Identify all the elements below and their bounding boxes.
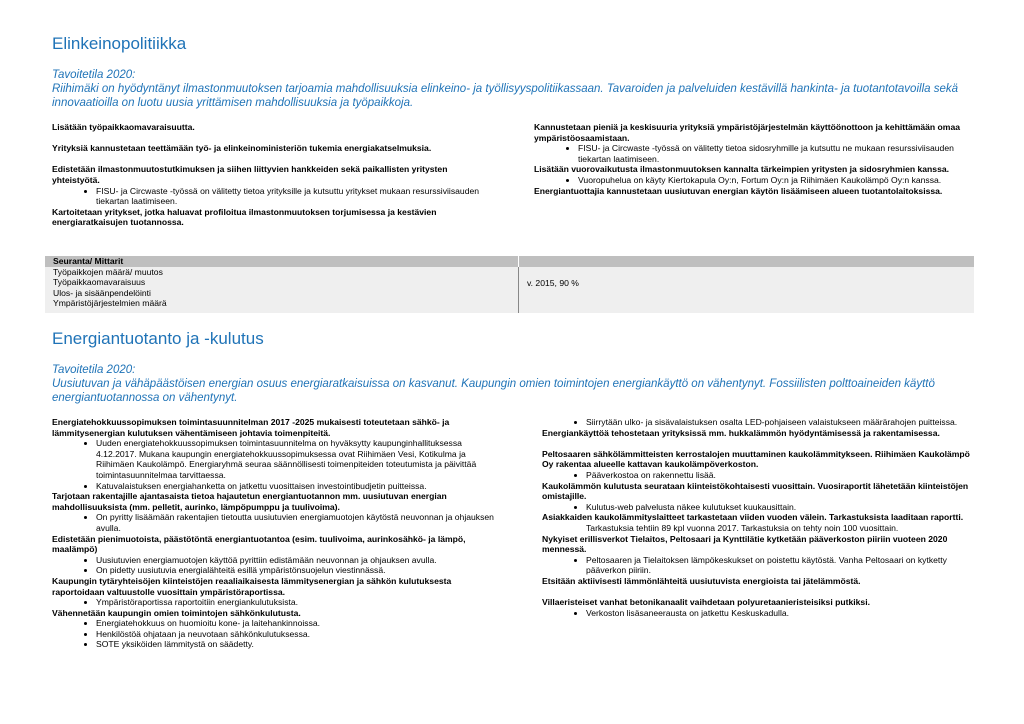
list-item: • Henkilöstöä ohjataan ja neuvotaan sähkönkulutuksessa. bbox=[96, 629, 498, 640]
action-list bbox=[534, 175, 970, 186]
actions-right-column bbox=[542, 417, 978, 618]
note-text: Tarkastuksia tehtiin 89 kpl vuonna 2017. Tarkastuksia on tehty noin 100 vuosittain. bbox=[586, 522, 899, 533]
list-item: • Ympäristöraportissa raportoitiin energiankulutuksista. bbox=[96, 597, 498, 608]
actions-right-column bbox=[534, 122, 970, 196]
action-heading: Tarjotaan rakentajille ajantasaista tietoa hajautetun energiantuotannon mm. uusiutuvan energian mahdollisuuksista (mm. pelletit, aurinko, lämpöpumppu ja tuulivoima). bbox=[52, 491, 447, 512]
action-heading: Kartoitetaan yritykset, jotka haluavat profiloitua ilmastonmuutoksen torjumisessa ja kestävien energiaratkaisujen tuotannossa. bbox=[52, 206, 437, 228]
actions-left-column bbox=[52, 122, 492, 228]
list-item: • On pyritty lisäämään rakentajien tietoutta uusiutuvien energiamuotojen käytöstä neuvonnan ja ohjauksen avulla. bbox=[96, 512, 498, 533]
list-item: • Kulutus-web palvelusta näkee kulutukset kuukausittain. bbox=[586, 502, 978, 513]
action-heading: Energiantuottajia kannustetaan uusiutuvan energian käytön lisäämiseen alueen tuotantolaitoksissa. bbox=[534, 185, 943, 196]
action-list bbox=[534, 143, 970, 164]
list-item: • Verkoston lisäsaneerausta on jatkettu Keskuskadulla. bbox=[586, 608, 978, 619]
list-item: • Katuvalaistuksen energiahanketta on jatkettu vuosittaisen investointibudjetin puitteissa. bbox=[96, 481, 498, 492]
action-heading: Asiakkaiden kaukolämmityslaitteet tarkastetaan viiden vuoden välein. Tarkastuksista laaditaan raportti. bbox=[542, 512, 964, 523]
action-heading: Vähennetään kaupungin omien toimintojen sähkönkulutusta. bbox=[52, 607, 301, 618]
metrics-list bbox=[45, 267, 519, 313]
action-list bbox=[52, 555, 498, 576]
action-heading: Edistetään pienimuotoista, päästötöntä energiantuotantoa (esim. tuulivoima, aurinkosähkö- ja lämpö, maalämpö) bbox=[52, 533, 466, 555]
metrics-table bbox=[45, 256, 974, 313]
goal-text: Riihimäki on hyödyntänyt ilmastonmuutoksen tarjoamia mahdollisuuksia elinkeino- ja työllisyyspolitiikassaan. Tavaroiden ja palveluiden kestävillä hankinta- ja tuotantotavoilla sekä innovaatioilla on luotu uusia yrittämisen mahdollisuuksia ja työpaikkoja. bbox=[52, 83, 959, 109]
metric-item: Ympäristöjärjestelmien määrä bbox=[53, 298, 167, 309]
list-item: • FISU- ja Circwaste -työssä on välitetty tietoa sidosryhmille ja kutsuttu ne mukaan resurssiviisauden tiekartan laatimiseen. bbox=[578, 143, 970, 164]
list-item: • Uuden energiatehokkuussopimuksen toimintasuunnitelma on hyväksytty kaupunginhallituksessa 4.12.2017. Mukana kaupungin energiatehokkuussopimuksessa ovat Riihimäen Vesi, Kotikulma ja Riihimäen Kaukolämpö. Energiaryhmä seuraa säännöllisesti toimenpiteiden toteutumista ja päivittää toimintasuunnitelmaa tarvittaessa. bbox=[96, 438, 498, 480]
metric-item: Työpaikkaomavaraisuus bbox=[53, 277, 146, 288]
action-list bbox=[52, 438, 498, 491]
action-list bbox=[52, 597, 498, 608]
action-heading: Lisätään työpaikkaomavaraisuutta. bbox=[52, 122, 195, 132]
goal-label: Tavoitetila 2020: bbox=[52, 69, 136, 81]
goal-text: Uusiutuvan ja vähäpäästöisen energian osuus energiaratkaisuissa on kasvanut. Kaupungin omien toimintojen energiankäyttö on vähentynyt. Fossiilisten polttoaineiden käyttö energiantuotannossa on vähentynyt. bbox=[52, 378, 935, 404]
action-heading: Energiankäyttöä tehostetaan yrityksissä mm. hukkalämmön hyödyntämisessä ja rakentamisessa. bbox=[542, 427, 940, 438]
list-item: • Pääverkostoa on rakennettu lisää. bbox=[586, 470, 978, 481]
action-heading: Edistetään ilmastonmuutostutkimuksen ja siihen liittyvien hankkeiden sekä paikallisten yritysten yhteistyötä. bbox=[52, 164, 448, 185]
list-item: • Peltosaaren ja Tielaitoksen lämpökeskukset on poistettu käytöstä. Vanha Peltosaari on kytketty pääverkon piiriin. bbox=[586, 555, 978, 576]
action-list bbox=[52, 618, 498, 650]
action-list bbox=[542, 608, 978, 619]
action-list bbox=[52, 186, 492, 207]
metrics-body-row bbox=[45, 267, 974, 313]
list-item: • On pidetty uusiutuvia energialähteitä esillä ympäristönsuojelun viestinnässä. bbox=[96, 565, 498, 576]
list-item: • Uusiutuvien energiamuotojen käyttöä pyrittiin edistämään neuvonnan ja ohjauksen avulla. bbox=[96, 555, 498, 566]
list-item: • SOTE yksiköiden lämmitystä on säädetty. bbox=[96, 639, 498, 650]
goal-box bbox=[52, 363, 962, 405]
action-list bbox=[542, 555, 978, 576]
metrics-header-row bbox=[45, 256, 974, 267]
action-list bbox=[52, 512, 498, 533]
action-heading: Kaupungin tytäryhteisöjen kiinteistöjen reaaliaikaisesta lämmitysenergian ja sähkön kulutuksesta raportoidaan valtuustolle vuosittain ympäristöraportissa. bbox=[52, 575, 452, 597]
action-heading: Villaeristeiset vanhat betonikanaalit vaihdetaan polyuretaanieristeisiksi putkiksi. bbox=[542, 597, 870, 608]
action-heading: Nykyiset erillisverkot Tielaitos, Peltosaari ja Kynttilätie kytketään pääverkoston piiriin vuoteen 2020 mennessä. bbox=[542, 533, 948, 555]
action-heading: Kannustetaan pieniä ja keskisuuria yrityksiä ympäristöjärjestelmän käyttöönottoon ja kehittämään omaa ympäristöosaamistaan. bbox=[534, 122, 961, 143]
list-item: • FISU- ja Circwaste -työssä on välitetty tietoa yrityksille ja kutsuttu yritykset mukaan resurssiviisauden tiekartan laatimiseen. bbox=[96, 186, 492, 207]
action-heading: Yrityksiä kannustetaan teettämään työ- ja elinkeinoministeriön tukemia energiakatselmuksia. bbox=[52, 143, 432, 154]
list-item: • Siirrytään ulko- ja sisävalaistuksen osalta LED-pohjaiseen valaistukseen määrärahojen puitteissa. bbox=[586, 417, 978, 428]
action-heading: Peltosaaren sähkölämmitteisten kerrostalojen muuttaminen kaukolämmitykseen. Riihimäen Kaukolämpö Oy rakentaa alueelle kattavan kaukolämpöverkoston. bbox=[542, 448, 970, 470]
action-list bbox=[542, 417, 978, 428]
action-heading: Lisätään vuorovaikutusta ilmastonmuutoksen kannalta tärkeimpien yritysten ja sidosryhmien kanssa. bbox=[534, 164, 950, 175]
metrics-header: Seuranta/ Mittarit bbox=[45, 256, 519, 267]
section-title-energiantuotanto: Energiantuotanto ja -kulutus bbox=[52, 329, 264, 348]
goal-label: Tavoitetila 2020: bbox=[52, 364, 136, 376]
goal-box bbox=[52, 68, 962, 110]
list-item: • Energiatehokkuus on huomioitu kone- ja laitehankinnoissa. bbox=[96, 618, 498, 629]
section-title-elinkeinopolitiikka: Elinkeinopolitiikka bbox=[52, 34, 187, 53]
metric-value: v. 2015, 90 % bbox=[527, 278, 579, 288]
action-heading: Kaukolämmön kulutusta seurataan kiinteistökohtaisesti vuosittain. Vuosiraportit lähetetään kiinteistöjen omistajille. bbox=[542, 480, 969, 502]
action-heading: Energiatehokkuussopimuksen toimintasuunnitelman 2017 -2025 mukaisesti toteutetaan sähkö- ja lämmitysenergian kulutuksen vähentämiseen johtavia toimenpiteitä. bbox=[52, 417, 450, 438]
action-heading: Etsitään aktiivisesti lämmönlähteitä uusiutuvista energioista tai jätelämmöstä. bbox=[542, 575, 861, 586]
metric-item: Työpaikkojen määrä/ muutos bbox=[53, 267, 163, 277]
action-list bbox=[542, 470, 978, 481]
list-item: • Vuoropuhelua on käyty Kiertokapula Oy:n, Fortum Oy:n ja Riihimäen Kaukolämpö Oy:n kanssa. bbox=[578, 175, 970, 186]
actions-left-column bbox=[52, 417, 498, 650]
action-list bbox=[542, 502, 978, 513]
metric-item: Ulos- ja sisäänpendelöinti bbox=[53, 287, 151, 298]
